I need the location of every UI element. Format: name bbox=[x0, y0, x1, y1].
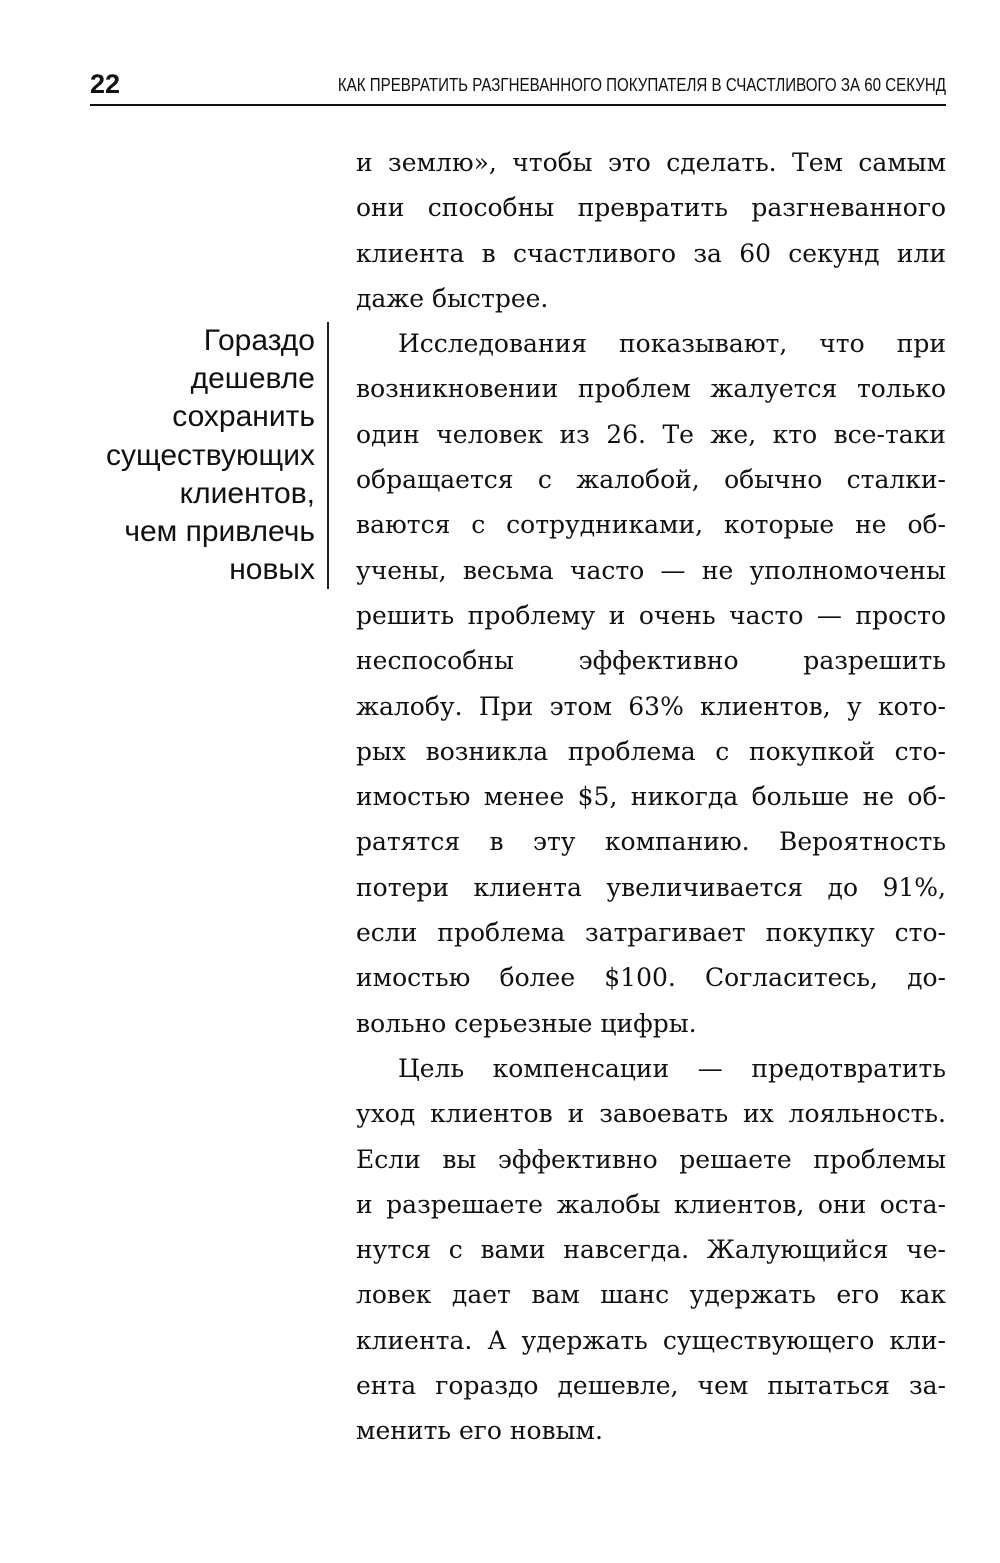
text-line: один человек из 26. Те же, кто все-таки bbox=[356, 419, 946, 449]
pull-quote-line: чем привлечь bbox=[124, 515, 315, 549]
pull-quote-line: Гораздо bbox=[203, 324, 315, 357]
text-line: клиента. А удержать существующего кли- bbox=[356, 1325, 947, 1355]
header-rule bbox=[90, 104, 946, 106]
page-number: 22 bbox=[90, 69, 121, 99]
text-line: имостью менее $5, никогда больше не об- bbox=[356, 782, 946, 812]
text-line: они способны превратить разгневанного bbox=[356, 193, 946, 223]
running-title: КАК ПРЕВРАТИТЬ РАЗГНЕВАННОГО ПОКУПАТЕЛЯ В СЧАСТЛИВОГО ЗА 60 СЕКУНД bbox=[337, 75, 946, 95]
text-line: обращается с жалобой, обычно сталки- bbox=[356, 465, 947, 495]
text-line: имостью более $100. Согласитесь, до- bbox=[356, 963, 946, 993]
text-line: менить его новым. bbox=[356, 1416, 603, 1446]
text-line: Цель компенсации — предотвратить bbox=[398, 1053, 946, 1083]
paragraph-3 bbox=[356, 1046, 946, 1454]
pull-quote-line: дешевле bbox=[190, 362, 315, 396]
text-line: ваются с сотрудниками, которые не об- bbox=[356, 510, 946, 540]
text-line: жалобу. При этом 63% клиентов, у кото- bbox=[356, 691, 946, 721]
pull-quote-line: сохранить bbox=[172, 400, 315, 434]
pull-quote-line: новых bbox=[229, 553, 315, 587]
text-line: учены, весьма часто — не уполномочены bbox=[356, 555, 946, 585]
text-line: и землю», чтобы это сделать. Тем самым bbox=[356, 148, 947, 177]
running-header bbox=[90, 66, 946, 106]
body-text bbox=[356, 140, 946, 1454]
text-line: возникновении проблем жалуется только bbox=[356, 374, 946, 404]
text-line: Если вы эффективно решаете проблемы bbox=[356, 1144, 946, 1174]
text-line: ратятся в эту компанию. Вероятность bbox=[356, 827, 946, 857]
paragraph-2 bbox=[356, 321, 946, 1046]
text-line: ловек дает вам шанс удержать его как bbox=[356, 1280, 946, 1310]
text-line: вольно серьезные цифры. bbox=[356, 1008, 697, 1038]
pull-quote bbox=[60, 322, 329, 589]
paragraph-1 bbox=[356, 140, 946, 321]
text-line: Исследования показывают, что при bbox=[398, 329, 946, 359]
text-line: клиента в счастливого за 60 секунд или bbox=[356, 238, 946, 268]
text-line: неспособны эффективно разрешить bbox=[356, 646, 946, 676]
pull-quote-line: клиентов, bbox=[179, 476, 315, 510]
text-line: решить проблему и очень часто — просто bbox=[356, 600, 947, 630]
text-line: нутся с вами навсегда. Жалующийся че- bbox=[356, 1235, 946, 1265]
pull-quote-line: существующих bbox=[106, 438, 315, 472]
text-line: уход клиентов и завоевать их лояльность. bbox=[356, 1099, 946, 1129]
text-line: рых возникла проблема с покупкой сто- bbox=[356, 736, 947, 766]
text-line: потери клиента увеличивается до 91%, bbox=[356, 872, 947, 902]
text-line: даже быстрее. bbox=[356, 283, 549, 313]
text-line: и разрешаете жалобы клиентов, они оста- bbox=[356, 1189, 946, 1219]
text-line: если проблема затрагивает покупку сто- bbox=[356, 918, 946, 948]
text-line: ента гораздо дешевле, чем пытаться за- bbox=[356, 1371, 947, 1401]
